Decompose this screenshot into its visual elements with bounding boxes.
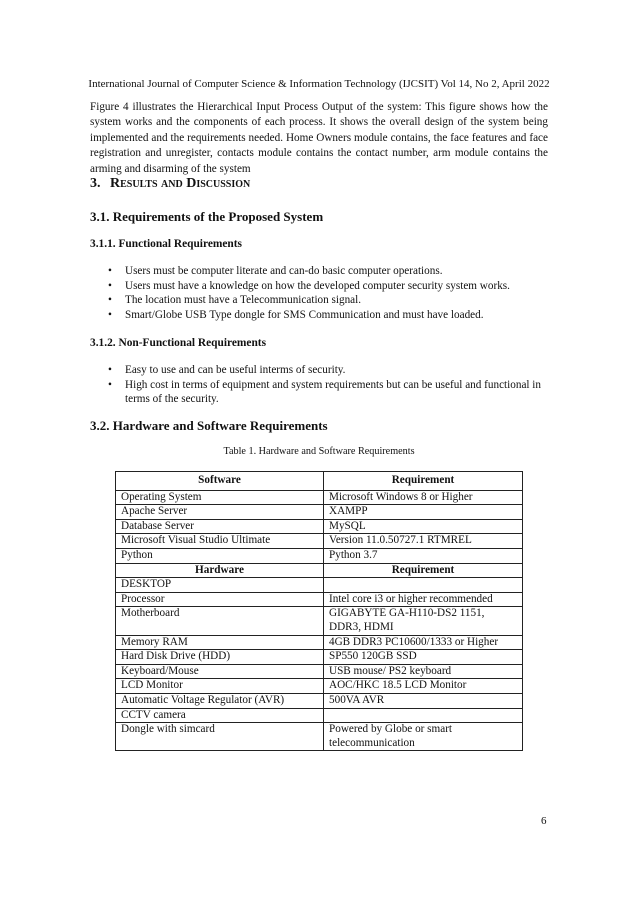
requirements-table — [115, 471, 523, 751]
table-row — [116, 693, 523, 708]
bullet-icon: • — [108, 308, 112, 321]
table-cell: Memory RAM — [116, 635, 324, 650]
section-heading — [90, 176, 250, 192]
journal-header: International Journal of Computer Science & Information Technology (IJCSIT) Vol 14, No 2, April 2022 — [88, 78, 550, 90]
table-row — [116, 664, 523, 679]
list-item: • Smart/Globe USB Type dongle for SMS Communication and must have loaded. — [108, 308, 484, 321]
table-cell: Motherboard — [116, 607, 324, 635]
table-cell: Python — [116, 548, 324, 563]
column-header-requirement: Requirement — [324, 563, 523, 578]
table-header-row-software — [116, 472, 523, 491]
table-row — [116, 723, 523, 751]
list-item: • Easy to use and can be useful interms of security. — [108, 364, 346, 376]
section-number: 3. — [90, 176, 101, 191]
subsection-heading-requirements: 3.1. Requirements of the Proposed System — [90, 209, 324, 224]
table-cell — [324, 708, 523, 723]
list-item: • The location must have a Telecommunication signal. — [108, 294, 362, 307]
table-cell: Microsoft Windows 8 or Higher — [324, 490, 523, 505]
table-row — [116, 534, 523, 549]
table-cell: Database Server — [116, 519, 324, 534]
table-cell: CCTV camera — [116, 708, 324, 723]
functional-requirements-heading: 3.1.1. Functional Requirements — [90, 238, 242, 250]
table-cell: 500VA AVR — [324, 693, 523, 708]
list-item: • Users must be computer literate and can-do basic computer operations. — [108, 265, 443, 277]
table-cell: Automatic Voltage Regulator (AVR) — [116, 693, 324, 708]
bullet-icon: • — [108, 294, 112, 307]
bullet-icon: • — [108, 378, 112, 391]
section-title: Results and Discussion — [110, 176, 251, 191]
table-cell — [324, 578, 523, 593]
list-item: • Users must have a knowledge on how the developed computer security system works. — [108, 279, 510, 292]
table-cell: XAMPP — [324, 505, 523, 520]
table-row — [116, 679, 523, 694]
table-cell: Python 3.7 — [324, 548, 523, 563]
table-row — [116, 592, 523, 607]
bullet-icon: • — [108, 279, 112, 292]
column-header-hardware: Hardware — [116, 563, 324, 578]
non-functional-requirements-heading: 3.1.2. Non-Functional Requirements — [90, 337, 267, 349]
table-cell: Processor — [116, 592, 324, 607]
bullet-icon: • — [108, 265, 112, 277]
intro-paragraph: Figure 4 illustrates the Hierarchical Input Process Output of the system: This figure shows how the system works and the components of each process. It shows the overall design of the system being implemented and the requirements needed. Home Owners module contains, the face features and face registration and unregister, contacts module contains the contact number, arm module contains the arming and disarming of the system — [90, 101, 548, 175]
subsection-heading-hardware-software: 3.2. Hardware and Software Requirements — [90, 418, 328, 433]
table-cell: Powered by Globe or smart telecommunication — [324, 723, 523, 751]
table-cell: 4GB DDR3 PC10600/1333 or Higher — [324, 635, 523, 650]
column-header-software: Software — [116, 472, 324, 491]
table-row — [116, 505, 523, 520]
page-number: 6 — [541, 815, 547, 827]
table-row-group — [116, 578, 523, 593]
table-cell: Dongle with simcard — [116, 723, 324, 751]
table-cell: USB mouse/ PS2 keyboard — [324, 664, 523, 679]
table-row — [116, 548, 523, 563]
non-functional-requirements-list — [108, 363, 548, 407]
table-cell: Hard Disk Drive (HDD) — [116, 650, 324, 665]
functional-requirements-list — [108, 264, 548, 322]
table-cell: DESKTOP — [116, 578, 324, 593]
table-row — [116, 650, 523, 665]
table-cell: Operating System — [116, 490, 324, 505]
table-cell: Intel core i3 or higher recommended — [324, 592, 523, 607]
table-row — [116, 490, 523, 505]
column-header-requirement: Requirement — [324, 472, 523, 491]
table-caption: Table 1. Hardware and Software Requirements — [223, 446, 415, 457]
table-cell: MySQL — [324, 519, 523, 534]
table-row — [116, 607, 523, 635]
table-cell: Apache Server — [116, 505, 324, 520]
table-cell: AOC/HKC 18.5 LCD Monitor — [324, 679, 523, 694]
table-cell: Keyboard/Mouse — [116, 664, 324, 679]
list-item: • High cost in terms of equipment and system requirements but can be useful and functional in terms of the security. — [108, 378, 542, 406]
table-row — [116, 519, 523, 534]
table-row — [116, 635, 523, 650]
table-cell: GIGABYTE GA-H110-DS2 1151, DDR3, HDMI — [324, 607, 523, 635]
table-row — [116, 708, 523, 723]
table-header-row-hardware — [116, 563, 523, 578]
bullet-icon: • — [108, 364, 112, 376]
table-cell: Microsoft Visual Studio Ultimate — [116, 534, 324, 549]
table-cell: LCD Monitor — [116, 679, 324, 694]
table-cell: Version 11.0.50727.1 RTMREL — [324, 534, 523, 549]
table-cell: SP550 120GB SSD — [324, 650, 523, 665]
